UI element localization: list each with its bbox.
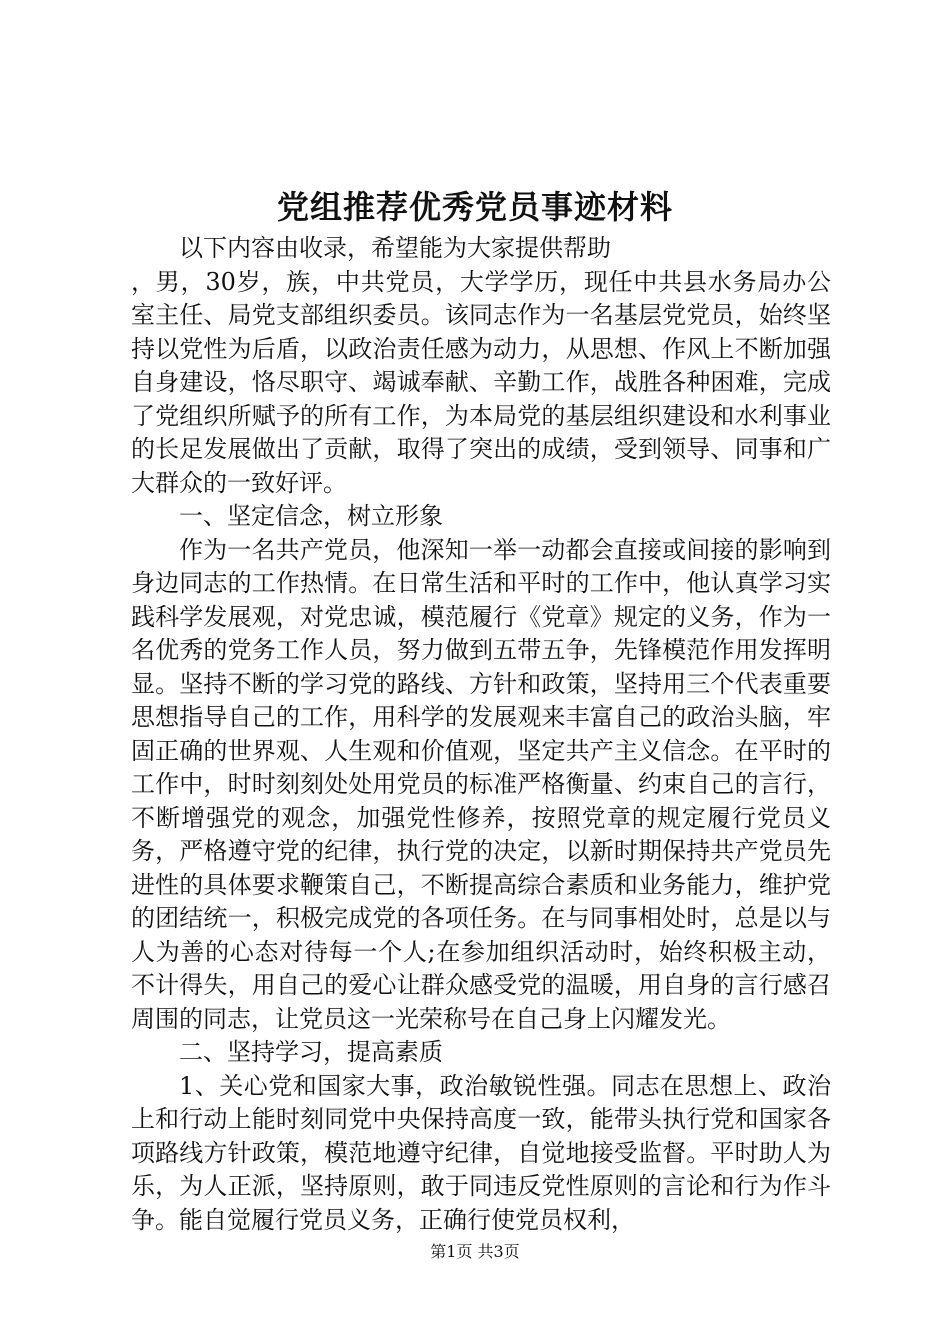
section-heading-2: 二、坚持学习，提高素质 <box>179 1038 443 1066</box>
document-body <box>131 232 831 1237</box>
profile-paragraph: ，男，30岁，族，中共党员，大学学历，现任中共县水务局办公室主任、局党支部组织委员。该同志作为一名基层党党员，始终坚持以党性为后盾，以政治责任感为动力，从思想、作风上不断加强自身建设，恪尽职守、竭诚奉献、辛勤工作，战胜各种困难，完成了党组织所赋予的所有工作，为本局党的基层组织建设和水利事业的长足发展做出了贡献，取得了突出的成绩，受到领导、同事和广大群众的一致好评。 <box>131 267 831 497</box>
intro-paragraph: 以下内容由收录，希望能为大家提供帮助 <box>179 234 611 262</box>
page-number-footer: 第1页 共3页 <box>430 1242 520 1261</box>
document-title: 党组推荐优秀党员事迹材料 <box>276 188 673 226</box>
section-2-paragraph: 1、关心党和国家大事，政治敏锐性强。同志在思想上、政治上和行动上能时刻同党中央保持高度一致，能带头执行党和国家各项路线方针政策，模范地遵守纪律，自觉地接受监督。平时助人为乐，为人正派，坚持原则，敢于同违反党性原则的言论和行为作斗争。能自觉履行党员义务，正确行使党员权利， <box>131 1071 831 1234</box>
section-heading-1: 一、坚定信念，树立形象 <box>179 502 443 530</box>
section-1-paragraph: 作为一名共产党员，他深知一举一动都会直接或间接的影响到身边同志的工作热情。在日常生活和平时的工作中，他认真学习实践科学发展观，对党忠诚，模范履行《党章》规定的义务，作为一名优秀的党务工作人员，努力做到五带五争，先锋模范作用发挥明显。坚持不断的学习党的路线、方针和政策，坚持用三个代表重要思想指导自己的工作，用科学的发展观来丰富自己的政治头脑，牢固正确的世界观、人生观和价值观，坚定共产主义信念。在平时的工作中，时时刻刻处处用党员的标准严格衡量、约束自己的言行，不断增强党的观念，加强党性修养，按照党章的规定履行党员义务，严格遵守党的纪律，执行党的决定，以新时期保持共产党员先进性的具体要求鞭策自己，不断提高综合素质和业务能力，维护党的团结统一，积极完成党的各项任务。在与同事相处时，总是以与人为善的心态对待每一个人;在参加组织活动时，始终积极主动，不计得失，用自己的爱心让群众感受党的温暖，用自身的言行感召周围的同志，让党员这一光荣称号在自己身上闪耀发光。 <box>131 535 831 1033</box>
